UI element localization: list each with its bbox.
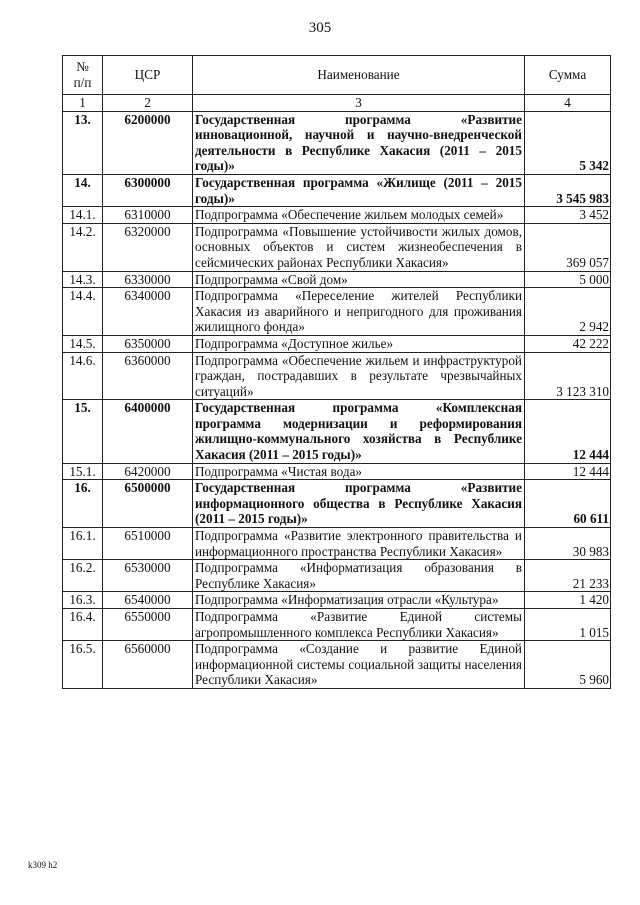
row-name: Подпрограмма «Информатизация образования в Республике Хакасия»	[193, 560, 525, 592]
row-name: Подпрограмма «Свой дом»	[193, 271, 525, 288]
row-name: Подпрограмма «Повышение устойчивости жилых домов, основных объектов и систем жизнеобеспечения в сейсмических районах Республики Хакасия»	[193, 223, 525, 271]
row-code: 6420000	[103, 463, 193, 480]
row-name: Подпрограмма «Обеспечение жильем молодых семей»	[193, 207, 525, 224]
row-name: Подпрограмма «Развитие Единой системы агропромышленного комплекса Республики Хакасия»	[193, 609, 525, 641]
table-row	[63, 111, 611, 174]
table-row	[63, 480, 611, 528]
row-name: Подпрограмма «Переселение жителей Республики Хакасия из аварийного и непригодного для проживания жилищного фонда»	[193, 288, 525, 336]
row-code: 6300000	[103, 174, 193, 206]
row-number: 16.4.	[63, 609, 103, 641]
row-name: Подпрограмма «Информатизация отрасли «Культура»	[193, 592, 525, 609]
row-name: Подпрограмма «Создание и развитие Единой информационной системы социальной защиты населения Республики Хакасия»	[193, 641, 525, 689]
column-index: 4	[525, 95, 611, 112]
table-row	[63, 335, 611, 352]
row-code: 6320000	[103, 223, 193, 271]
budget-table	[62, 55, 611, 689]
row-sum: 3 123 310	[525, 352, 611, 400]
header-code: ЦСР	[103, 56, 193, 95]
row-sum: 3 545 983	[525, 174, 611, 206]
table-row	[63, 207, 611, 224]
row-code: 6510000	[103, 528, 193, 560]
row-number: 16.5.	[63, 641, 103, 689]
row-number: 16.3.	[63, 592, 103, 609]
row-code: 6350000	[103, 335, 193, 352]
row-sum: 30 983	[525, 528, 611, 560]
table-row	[63, 271, 611, 288]
row-name: Подпрограмма «Развитие электронного правительства и информационного пространства Республики Хакасия»	[193, 528, 525, 560]
row-number: 16.	[63, 480, 103, 528]
table-row	[63, 174, 611, 206]
row-code: 6330000	[103, 271, 193, 288]
table-row	[63, 463, 611, 480]
row-number: 14.4.	[63, 288, 103, 336]
row-code: 6200000	[103, 111, 193, 174]
row-sum: 2 942	[525, 288, 611, 336]
page-number: 305	[308, 20, 332, 36]
column-index: 1	[63, 95, 103, 112]
row-sum: 21 233	[525, 560, 611, 592]
row-number: 13.	[63, 111, 103, 174]
row-number: 14.5.	[63, 335, 103, 352]
row-name: Подпрограмма «Доступное жилье»	[193, 335, 525, 352]
row-code: 6560000	[103, 641, 193, 689]
row-sum: 42 222	[525, 335, 611, 352]
row-sum: 369 057	[525, 223, 611, 271]
row-code: 6400000	[103, 400, 193, 463]
table-row	[63, 288, 611, 336]
row-code: 6540000	[103, 592, 193, 609]
table-row	[63, 560, 611, 592]
row-sum: 12 444	[525, 463, 611, 480]
row-name: Государственная программа «Развитие информационного общества в Республике Хакасия (2011 – 2015 годы)»	[193, 480, 525, 528]
row-number: 16.1.	[63, 528, 103, 560]
table-row	[63, 352, 611, 400]
row-sum: 3 452	[525, 207, 611, 224]
column-index-row	[63, 95, 611, 112]
row-name: Подпрограмма «Чистая вода»	[193, 463, 525, 480]
row-code: 6360000	[103, 352, 193, 400]
row-number: 14.2.	[63, 223, 103, 271]
row-sum: 5 000	[525, 271, 611, 288]
row-number: 14.1.	[63, 207, 103, 224]
header-num: № п/п	[63, 56, 103, 95]
row-sum: 1 420	[525, 592, 611, 609]
table-row	[63, 592, 611, 609]
row-name: Государственная программа «Комплексная программа модернизации и реформирования жилищно-коммунального хозяйства в Республике Хакасия (2011 – 2015 годы)»	[193, 400, 525, 463]
row-name: Государственная программа «Развитие инновационной, научной и научно-внедренческой деятельности в Республике Хакасия (2011 – 2015 годы)»	[193, 111, 525, 174]
table-row	[63, 400, 611, 463]
row-sum: 5 342	[525, 111, 611, 174]
row-name: Подпрограмма «Обеспечение жильем и инфраструктурой граждан, пострадавших в результате чрезвычайных ситуаций»	[193, 352, 525, 400]
row-code: 6530000	[103, 560, 193, 592]
row-sum: 5 960	[525, 641, 611, 689]
table-row	[63, 641, 611, 689]
row-code: 6340000	[103, 288, 193, 336]
row-code: 6310000	[103, 207, 193, 224]
row-number: 14.6.	[63, 352, 103, 400]
table-row	[63, 223, 611, 271]
header-name: Наименование	[193, 56, 525, 95]
table-body	[63, 111, 611, 688]
row-sum: 12 444	[525, 400, 611, 463]
table-row	[63, 609, 611, 641]
row-number: 14.3.	[63, 271, 103, 288]
row-number: 16.2.	[63, 560, 103, 592]
column-index: 2	[103, 95, 193, 112]
row-name: Государственная программа «Жилище (2011 – 2015 годы)»	[193, 174, 525, 206]
row-code: 6550000	[103, 609, 193, 641]
row-sum: 60 611	[525, 480, 611, 528]
table-header-row	[63, 56, 611, 95]
footer-code: k309 h2	[28, 860, 58, 870]
column-index: 3	[193, 95, 525, 112]
row-code: 6500000	[103, 480, 193, 528]
row-number: 15.	[63, 400, 103, 463]
row-number: 14.	[63, 174, 103, 206]
table-row	[63, 528, 611, 560]
row-number: 15.1.	[63, 463, 103, 480]
row-sum: 1 015	[525, 609, 611, 641]
header-sum: Сумма	[525, 56, 611, 95]
